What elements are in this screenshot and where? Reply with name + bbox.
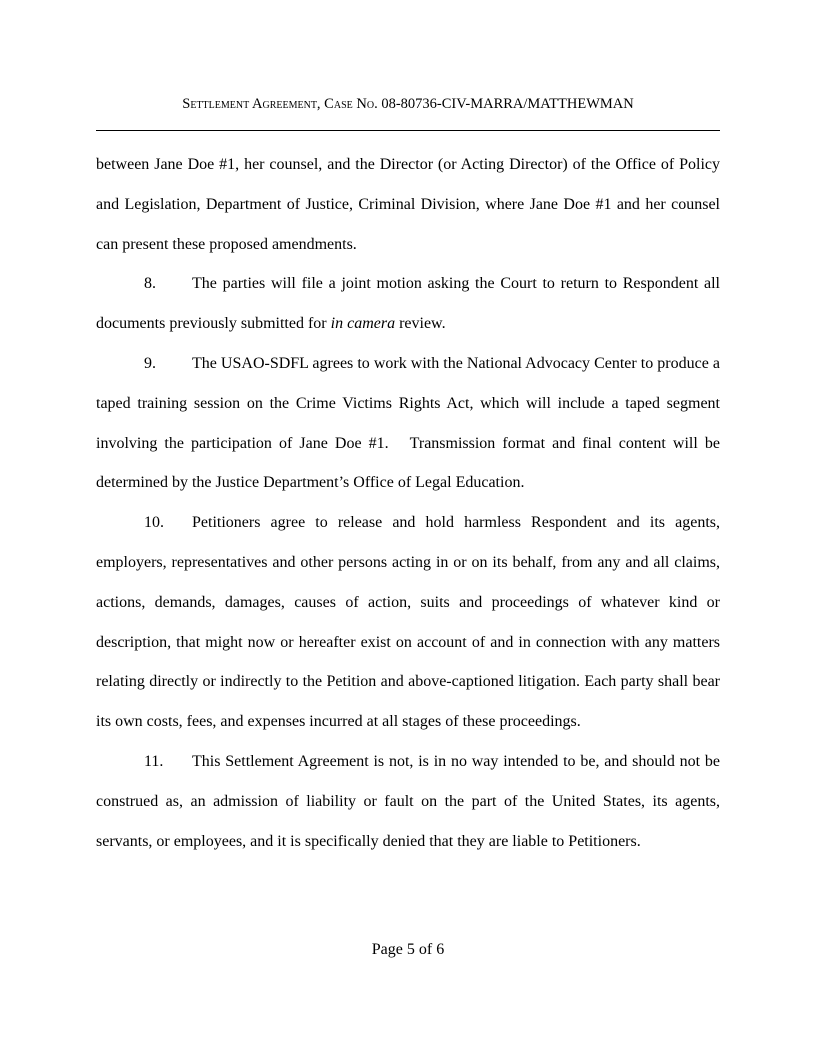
paragraph-11-text: This Settlement Agreement is not, is in no way intended to be, and should not be construed as, an admission of liability or fault on the part of the United States, its agents, servants, or employees, and it is specifically denied that they are liable to Petitioners.: [96, 752, 720, 850]
paragraph-9-number: 9.: [144, 354, 156, 372]
paragraph-8-text-before: The parties will file a joint motion asking the Court to return to Respondent all documents previously submitted for: [96, 275, 720, 333]
paragraph-9-text: The USAO-SDFL agrees to work with the National Advocacy Center to produce a taped training session on the Crime Victims Rights Act, which will include a taped segment involving the participation of Jane Doe #1. Transmission format and final content will be determined by the Justice Department’s Office of Legal Education.: [96, 354, 724, 492]
paragraph-11-number: 11.: [144, 752, 164, 770]
header-rule: [96, 130, 720, 131]
document-body: [96, 145, 724, 861]
paragraph-8: [96, 264, 720, 344]
paragraph-10-text: Petitioners agree to release and hold harmless Respondent and its agents, employers, representatives and other persons acting in or on its behalf, from any and all claims, actions, demands, damages, causes of action, suits and proceedings of whatever kind or description, that might now or hereafter exist on account of and in connection with any matters relating directly or indirectly to the Petition and above-captioned litigation. Each party shall bear its own costs, fees, and expenses incurred at all stages of these proceedings.: [96, 514, 720, 731]
paragraph-8-italic-term: in camera: [330, 315, 396, 333]
paragraph-11: [96, 742, 720, 861]
paragraph-10: [96, 503, 720, 742]
paragraph-9: [96, 344, 724, 503]
paragraph-8-text-after: review.: [395, 315, 446, 333]
running-header: [96, 96, 720, 113]
paragraph-continuation: between Jane Doe #1, her counsel, and the Director (or Acting Director) of the Office of Policy and Legislation, Department of Justice, Criminal Division, where Jane Doe #1 and her counsel can present these proposed amendments.: [96, 156, 720, 253]
running-header-title: Settlement Agreement, Case No.: [182, 96, 378, 112]
page-number: Page 5 of 6: [371, 941, 445, 958]
running-header-case-number: 08-80736-CIV-MARRA/MATTHEWMAN: [377, 96, 634, 112]
paragraph-10-number: 10.: [144, 514, 164, 532]
paragraph-8-number: 8.: [144, 275, 156, 293]
